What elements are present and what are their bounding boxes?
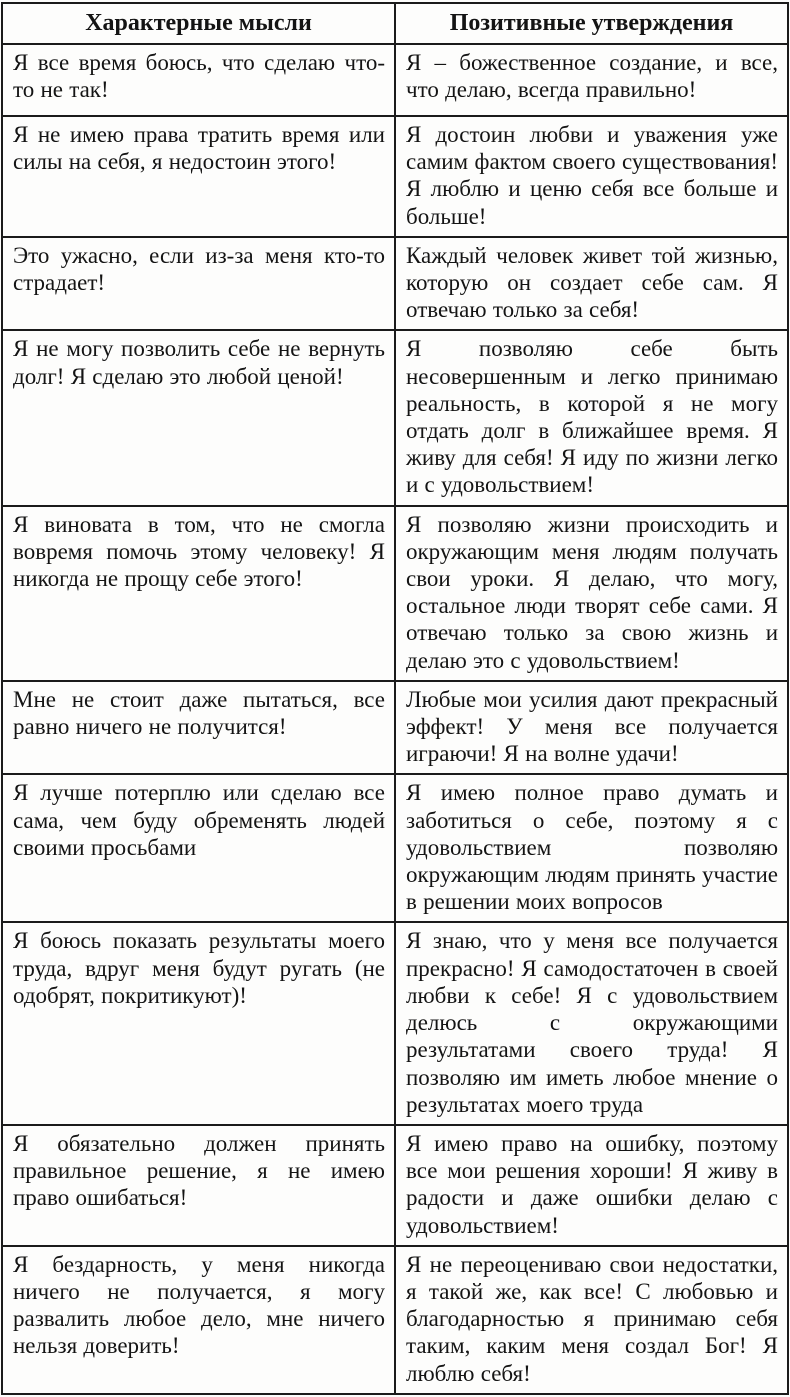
affirmation-cell: Любые мои усилия дают прекрасный эффект! У меня все получается играючи! Я на волне удачи! [395, 681, 788, 775]
thought-cell: Я боюсь показать результаты моего труда, вдруг меня будут ругать (не одобрят, покритикуют)! [2, 922, 395, 1124]
thought-cell: Я лучше потерплю или сделаю все сама, чем буду обременять людей своими просьбами [2, 774, 395, 922]
table-row [2, 44, 788, 116]
thought-cell: Я обязательно должен принять правильное решение, я не имею право ошибаться! [2, 1125, 395, 1246]
thought-cell: Я виновата в том, что не смогла вовремя помочь этому человеку! Я никогда не прощу себе этого! [2, 506, 395, 681]
affirmation-cell: Я имею право на ошибку, поэтому все мои решения хороши! Я живу в радости и даже ошибки делаю с удовольствием! [395, 1125, 788, 1246]
table-row [2, 774, 788, 922]
thought-cell: Это ужасно, если из-за меня кто-то страдает! [2, 237, 395, 331]
thought-cell: Я не могу позволить себе не вернуть долг! Я сделаю это любой ценой! [2, 330, 395, 505]
table-row [2, 237, 788, 331]
table-row [2, 1246, 788, 1394]
affirmation-cell: Я – божественное создание, и все, что делаю, всегда правильно! [395, 44, 788, 116]
table-row [2, 116, 788, 237]
affirmation-cell: Я позволяю жизни происходить и окружающим меня людям получать свои уроки. Я делаю, что могу, остальное люди творят себе сами. Я отвечаю только за свою жизнь и делаю это с удовольствием! [395, 506, 788, 681]
table-row [2, 1125, 788, 1246]
header-row [2, 3, 788, 44]
table-row [2, 922, 788, 1124]
affirmation-cell: Я знаю, что у меня все получается прекрасно! Я самодостаточен в своей любви к себе! Я с удовольствием делюсь с окружающими результатами своего труда! Я позволяю им иметь любое мнение о результатах моего труда [395, 922, 788, 1124]
column-header-affirmations: Позитивные утверждения [395, 3, 788, 44]
table-row [2, 330, 788, 505]
thought-cell: Я бездарность, у меня никогда ничего не получается, я могу развалить любое дело, мне ничего нельзя доверить! [2, 1246, 395, 1394]
column-header-thoughts: Характерные мысли [2, 3, 395, 44]
affirmation-cell: Я не переоцениваю свои недостатки, я такой же, как все! С любовью и благодарностью я принимаю себя таким, каким меня создал Бог! Я люблю себя! [395, 1246, 788, 1394]
thought-cell: Мне не стоит даже пытаться, все равно ничего не получится! [2, 681, 395, 775]
table-row [2, 506, 788, 681]
affirmation-cell: Я имею полное право думать и заботиться о себе, поэтому я с удовольствием позволяю окружающим людям принять участие в решении моих вопросов [395, 774, 788, 922]
thought-cell: Я не имею права тратить время или силы на себя, я недостоин этого! [2, 116, 395, 237]
table-row [2, 681, 788, 775]
affirmation-cell: Я достоин любви и уважения уже самим фактом своего существования! Я люблю и ценю себя все больше и больше! [395, 116, 788, 237]
affirmation-cell: Я позволяю себе быть несовершенным и легко принимаю реальность, в которой я не могу отдать долг в ближайшее время. Я живу для себя! Я иду по жизни легко и с удовольствием! [395, 330, 788, 505]
thought-cell: Я все время боюсь, что сделаю что-то не так! [2, 44, 395, 116]
affirmation-cell: Каждый человек живет той жизнью, которую он создает себе сам. Я отвечаю только за себя! [395, 237, 788, 331]
affirmations-table [1, 2, 789, 1395]
